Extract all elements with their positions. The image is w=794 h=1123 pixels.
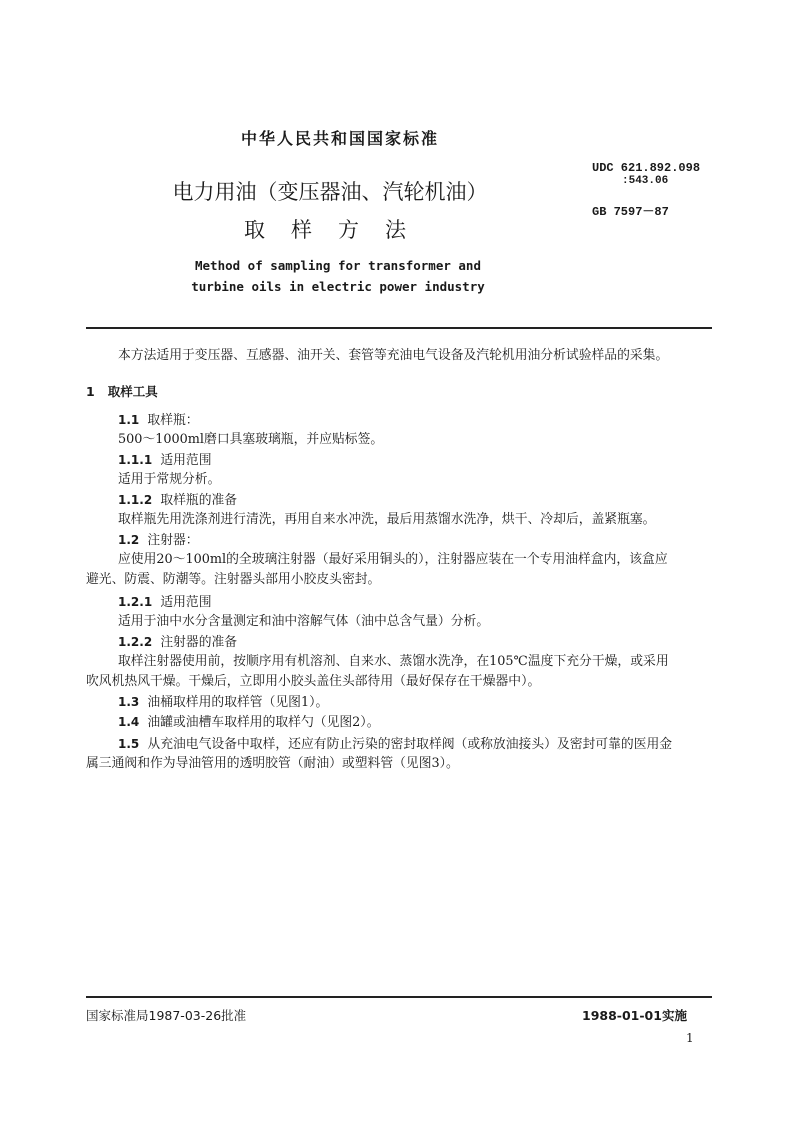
intro-paragraph: 本方法适用于变压器、互感器、油开关、套管等充油电气设备及汽轮机用油分析试验样品的采集。 [118, 348, 669, 363]
clause-1-5-text-continued: 属三通阀和作为导油管用的透明胶管（耐油）或塑料管（见图3）。 [86, 756, 459, 771]
country-standard-heading: 中华人民共和国国家标准 [240, 129, 439, 148]
clause-1-2-1-text: 适用于油中水分含量测定和油中溶解气体（油中总含气量）分析。 [118, 614, 490, 629]
clause-1-3 [118, 692, 328, 713]
clause-title: 适用范围 [160, 595, 212, 610]
clause-1-1-2-text: 取样瓶先用洗涤剂进行清洗，再用自来水冲洗，最后用蒸馏水洗净，烘干、冷却后，盖紧瓶塞。 [118, 512, 656, 527]
clause-number: 1.1.1 [118, 453, 153, 467]
clause-1-2-1 [118, 592, 212, 613]
footer-divider [86, 996, 712, 998]
clause-number: 1.2 [118, 533, 140, 547]
clause-1-2-2 [118, 632, 237, 653]
clause-text: 从充油电气设备中取样，还应有防止污染的密封取样阀（或称放油接头）及密封可靠的医用金 [147, 737, 673, 752]
clause-number: 1.3 [118, 695, 140, 709]
clause-number: 1.4 [118, 715, 140, 729]
section-1-heading [86, 382, 158, 402]
clause-1-1 [118, 410, 199, 431]
clause-number: 1.2.1 [118, 595, 153, 609]
clause-number: 1.1.2 [118, 493, 153, 507]
english-title-line2: turbine oils in electric power industry [191, 279, 485, 294]
clause-1-2-2-text-continued: 吹风机热风干燥。干燥后，立即用小胶头盖住头部待用（最好保存在干燥器中）。 [86, 674, 541, 689]
clause-title: 注射器： [147, 533, 199, 548]
section-title: 取样工具 [107, 384, 158, 399]
document-title: 电力用油（变压器油、汽轮机油） [172, 180, 488, 204]
clause-1-2-2-text: 取样注射器使用前，按顺序用有机溶剂、自来水、蒸馏水洗净，在105℃温度下充分干燥，或采用 [118, 654, 669, 669]
clause-1-1-2 [118, 490, 237, 511]
effective-date: 1988-01-01实施 [582, 1008, 687, 1023]
clause-text: 油罐或油槽车取样用的取样勺（见图2）。 [147, 715, 380, 730]
page-number: 1 [686, 1031, 694, 1045]
clause-1-1-1 [118, 450, 212, 471]
clause-number: 1.1 [118, 413, 140, 427]
standard-number: GB 7597－87 [592, 205, 669, 219]
clause-1-5 [118, 734, 672, 755]
document-subtitle: 取样方法 [244, 218, 432, 242]
clause-number: 1.2.2 [118, 635, 153, 649]
clause-title: 适用范围 [160, 453, 212, 468]
clause-1-1-text: 500～1000ml磨口具塞玻璃瓶，并应贴标签。 [118, 432, 384, 447]
clause-text: 油桶取样用的取样管（见图1）。 [147, 695, 329, 710]
section-number: 1 [86, 384, 95, 399]
clause-1-4 [118, 712, 380, 733]
clause-1-2 [118, 530, 199, 551]
english-title-line1: Method of sampling for transformer and [195, 258, 481, 273]
udc-code-continued: :543.06 [622, 175, 669, 187]
clause-1-2-text-continued: 避光、防震、防潮等。注射器头部用小胶皮头密封。 [86, 572, 381, 587]
clause-title: 注射器的准备 [160, 635, 238, 650]
clause-number: 1.5 [118, 737, 140, 751]
clause-title: 取样瓶： [147, 413, 199, 428]
clause-title: 取样瓶的准备 [160, 493, 238, 508]
udc-code: UDC 621.892.098 [592, 161, 701, 175]
header-divider [86, 327, 712, 329]
clause-1-2-text: 应使用20～100ml的全玻璃注射器（最好采用铜头的），注射器应装在一个专用油样盒内，该盒应 [118, 552, 668, 567]
approval-date: 国家标准局1987-03-26批准 [86, 1008, 247, 1023]
clause-1-1-1-text: 适用于常规分析。 [118, 472, 221, 487]
